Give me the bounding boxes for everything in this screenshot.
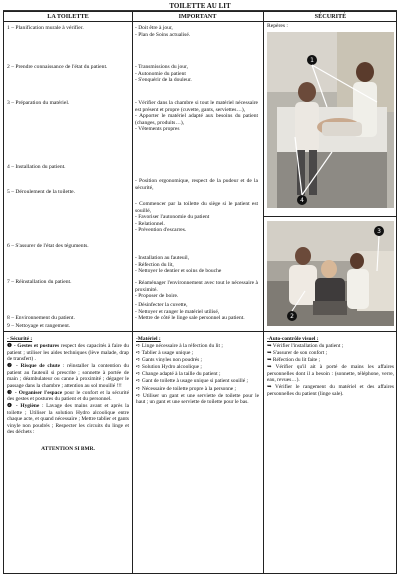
securite-item-4: ❹ - Hygiène : Lavage des mains avant et après la toilette ; Utiliser la solution Hydro alcoolique entre chaque acte, et quand nécessaire ; Mettre tablier et gants vinyle non poudrés ; Respecter les circuits du linge et des déchets : — [7, 403, 130, 436]
materiel-item: ➪ Gants vinyles non poudrés ; — [136, 357, 203, 364]
step-7: 7 – Réinstallation du patient. — [7, 279, 72, 285]
important-block-4 — [135, 178, 258, 191]
header-la-toilette: LA TOILETTE — [47, 13, 89, 20]
important-line: - Prévention d'escarres. — [135, 227, 187, 234]
important-line: - Favoriser l'autonomie du patient — [135, 214, 210, 221]
important-line: - Réfection du lit, — [135, 261, 174, 268]
securite-section — [7, 336, 129, 453]
autocontrole-item: ➥ Vérifier l'installation du patient ; — [267, 343, 344, 350]
step-8: 8 – Environnement du patient. — [7, 315, 75, 321]
step-9: 9 – Nettoyage et rangement. — [7, 323, 71, 329]
important-line: - Relationnel. — [135, 220, 165, 227]
photo-divider — [263, 216, 396, 217]
step-1: 1 – Planification murale à vérifier. — [7, 25, 84, 31]
important-line: - Proposer de boire. — [135, 293, 179, 300]
important-line: - Réaménager l'environnement avec tout le nécessaire à proximité. — [135, 280, 258, 293]
securite-title: - Sécurité : — [7, 336, 33, 342]
marker-4-label: 4 — [300, 197, 304, 204]
autocontrole-item: ➥ Vérifier qu'il ait à porté de mains les affaires personnelles dont il a besoin : (sonnette, téléphone, verre, eau, revues…). — [267, 364, 394, 384]
important-line: - Vêtements propres — [135, 126, 180, 133]
photo-patient-chair — [267, 221, 394, 326]
important-block-1 — [135, 25, 258, 38]
protocol-table — [3, 11, 397, 574]
important-line: - Plan de Soins actualisé. — [135, 31, 191, 38]
step-3: 3 – Préparation du matériel. — [7, 100, 70, 106]
important-line: - Autonomie du patient — [135, 70, 186, 77]
important-line: - Transmissions du jour, — [135, 64, 188, 70]
important-block-8 — [135, 302, 258, 322]
securite-item-1: ❶ - Gestes et postures respect des capacités à faire du patient ; utiliser les aides techniques (lève malade, drap de transfert) . — [7, 343, 129, 363]
document-page — [3, 2, 397, 574]
step-2: 2 – Prendre connaissance de l'état du patient. — [7, 64, 108, 70]
document-title: TOILETTE AU LIT — [3, 2, 397, 11]
important-line: - Commencer par la toilette du siège si le patient est souillé, — [135, 201, 258, 214]
materiel-item: ➪ Utiliser un gant et une serviette de toilette pour le haut ; un gant et une serviette de toilette pour le bas. — [136, 392, 259, 406]
materiel-item: ➪ Linge nécessaire à la réfection du lit ; — [136, 343, 223, 350]
materiel-item: ➪ Change adapté à la taille du patient ; — [136, 371, 221, 378]
autocontrole-title: -Auto-contrôle visuel : — [267, 336, 319, 342]
autocontrole-item: ➥ S'assurer de son confort ; — [267, 350, 328, 357]
important-line: - Nettoyer le dentier et soins de bouche — [135, 268, 222, 275]
header-securite: SÉCURITÉ — [314, 13, 347, 20]
important-block-2 — [135, 64, 258, 84]
important-line: - Apporter le matériel adapté aux besoins du patient (changes, produits…), — [135, 113, 258, 126]
important-line: - Vérifier dans la chambre si tout le matériel nécessaire est présent et propre (cuvette, gants, serviettes…), — [135, 100, 258, 113]
securite-item-3: ❸ - Organiser l'espace pour le confort et la sécurité des gestes et postures du patient et du personnel. — [7, 389, 130, 403]
step-4: 4 – Installation du patient. — [7, 164, 66, 170]
important-line: - S'enquérir de la douleur. — [135, 77, 192, 84]
column-divider — [263, 12, 264, 573]
materiel-item: ➪ Gant de toilette à usage unique si patient souillé ; — [136, 378, 249, 385]
important-line: - Nettoyer et ranger le matériel utilisé, — [135, 308, 220, 315]
marker-1-label: 1 — [310, 57, 314, 64]
header-divider — [4, 21, 396, 22]
important-line: - Doit être à jour, — [135, 25, 173, 31]
step-5: 5 – Déroulement de la toilette. — [7, 189, 76, 195]
materiel-item: ➪ Tablier à usage unique ; — [136, 350, 194, 357]
marker-3-label: 3 — [377, 228, 381, 235]
important-line: - Position ergonomique, respect de la pudeur et de la sécurité, — [135, 178, 258, 191]
securite-item-2: ❷ - Risque de chute : réinstaller la contention du patient au fauteuil si prescrite ; sonnette à portée de main ; déambulateur ou canne à proximité ; dégager le passage dans la chambre ; attention au sol mouillé !!! — [7, 363, 129, 389]
materiel-item: ➪ Solution Hydro alcoolique ; — [136, 364, 202, 371]
important-block-6 — [135, 255, 258, 275]
bmr-warning: ATTENTION SI BMR. — [41, 445, 95, 452]
step-6: 6 – S'assurer de l'état des téguments. — [7, 243, 89, 249]
important-block-3 — [135, 100, 258, 133]
autocontrole-section — [267, 336, 394, 398]
column-divider — [132, 12, 133, 573]
reperes-label: Repères : — [267, 23, 288, 29]
autocontrole-item: ➥ Réfection du lit faite ; — [267, 357, 321, 364]
marker-2-label: 2 — [290, 313, 294, 320]
important-line: - Désinfecter la cuvette, — [135, 302, 188, 308]
important-line: - Installation au fauteuil, — [135, 255, 190, 261]
important-block-7 — [135, 280, 258, 300]
important-block-5 — [135, 201, 258, 234]
photo-nurses-bedside — [267, 32, 394, 208]
autocontrole-item: ➥ Vérifier le rangement du matériel et des affaires personnelles du patient (linge sale). — [267, 384, 394, 397]
bottom-section-divider — [4, 331, 396, 332]
important-line: - Mettre de côté le linge sale personnel au patient. — [135, 315, 245, 322]
header-important: IMPORTANT — [178, 13, 217, 20]
materiel-section — [136, 336, 259, 406]
materiel-title: -Matériel : — [136, 336, 161, 342]
materiel-item: ➪ Nécessaire de toilette propre à la personne ; — [136, 385, 237, 392]
